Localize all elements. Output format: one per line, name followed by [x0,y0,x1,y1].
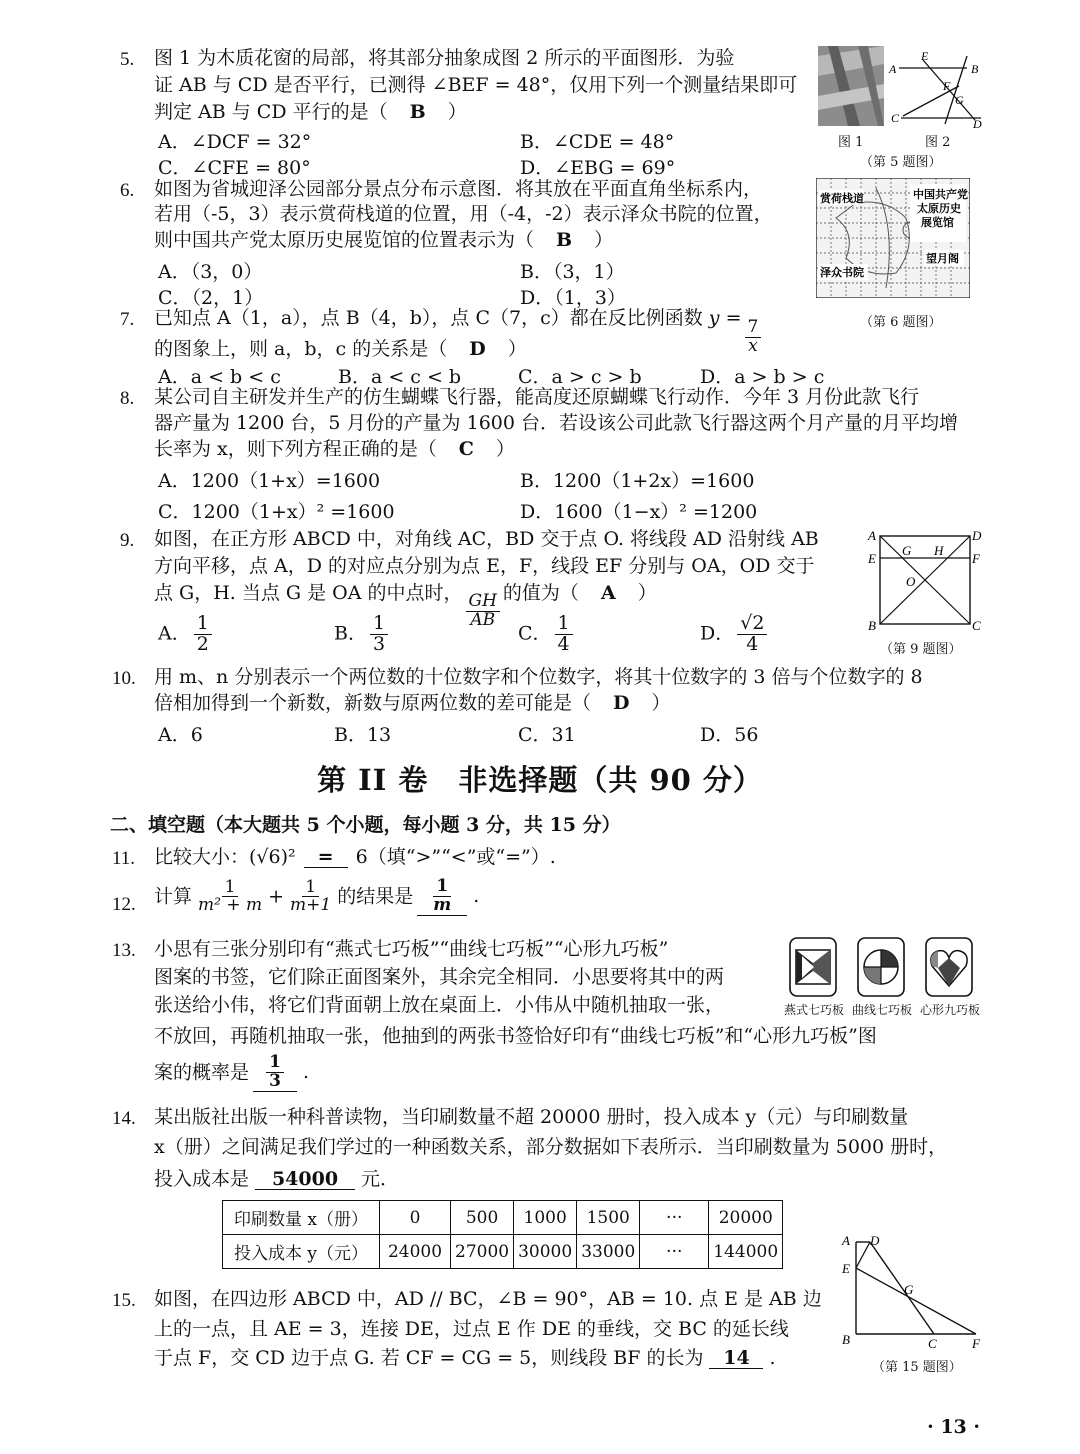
q15-point-b: B [842,1332,850,1347]
q11-answer: = [304,848,348,868]
q8-line3: 长率为 x，则下列方程正确的是（ C ） [154,438,515,460]
q7-option-d: D．a > b > c [700,366,825,388]
q6-label-taiyuan: 太原历史 [917,202,961,215]
q5-point-f: F [943,79,951,93]
q7-option-a: A．a < b < c [158,366,281,388]
q15-line2: 上的一点，且 AE = 3，连接 DE，过点 E 作 DE 的垂线，交 BC 的延长线 [154,1318,789,1340]
q15-point-f: F [972,1336,980,1350]
q6-label-zezhong: 泽众书院 [820,266,864,279]
q14-answer: 54000 [255,1170,355,1190]
q13-answer-den: 3 [269,1070,281,1091]
q7-line1: 已知点 A（1，a），点 B（4，b），点 C（7，c）都在反比例函数 y = $\frac{7}{x}$ [154,309,764,356]
q13-card-label-1: 燕式七巧板 [784,1003,845,1017]
q12-answer-num: 1 [433,878,451,897]
q9-line1: 如图，在正方形 ABCD 中，对角线 AC，BD 交于点 O. 将线段 AD 沿射线 AB [154,528,819,550]
q11-number: 11. [112,848,136,869]
q5-fig-label: （第 5 题图） [860,155,942,170]
q14-line3: 投入成本是 54000 元． [154,1168,400,1190]
q9-line2: 方向平移，点 A，D 的对应点分别为点 E，F，线段 EF 分别与 OA，OD 交于 [154,555,815,577]
table-cell: 24000 [380,1235,451,1269]
q9-line3: 点 G，H. 当点 G 是 OA 的中点时， $\frac{GH}{AB}$ 的值为（ A ） [154,582,657,630]
table-cell: 33000 [577,1235,640,1269]
q7-option-b: B．a < c < b [338,366,462,388]
q7-answer: D [469,338,486,360]
q9-answer: A [600,582,616,604]
q13-card-label-3: 心形九巧板 [920,1003,981,1017]
q9-square-figure [862,524,988,636]
q8-option-c: C．1200（1+x）² =1600 [158,501,395,523]
q12-number: 12. [112,894,136,915]
table-cell: 1000 [514,1201,577,1235]
q6-label-wangyue: 望月阁 [926,252,959,265]
q9-point-c: C [972,618,981,633]
table-cell: 投入成本 y（元） [223,1235,380,1269]
q6-line3: 则中国共产党太原历史展览馆的位置表示为（ B ） [154,229,614,251]
q6-label-zhanlan: 展览馆 [921,216,954,229]
q10-number: 10. [112,668,136,689]
table-row [223,1201,783,1235]
table-cell: 27000 [451,1235,514,1269]
q10-answer: D [613,692,630,714]
q5-option-a: A．∠DCF = 32° [158,131,312,153]
q5-line3: 判定 AB 与 CD 平行的是（ B ） [154,101,467,123]
q9-option-d: D． $\frac{√2}{4}$ [700,614,770,655]
q15-point-a: A [842,1233,850,1248]
q6-option-b: B．（3，1） [520,261,625,283]
q6-option-d: D．（1，3） [520,287,626,309]
q9-number: 9. [120,530,135,551]
q5-point-b: B [971,62,979,76]
q9-option-c: C． $\frac{1}{4}$ [518,614,576,655]
q14-number: 14. [112,1108,136,1129]
q8-answer: C [458,438,474,460]
q5-point-c: C [891,111,900,125]
q9-point-b: B [868,618,876,633]
q5-answer: B [409,101,426,123]
table-row [223,1235,783,1269]
q11-line: 比较大小：(√6)² = 6（填“>”“<”或“=”）. [154,846,556,868]
q8-line1: 某公司自主研发并生产的仿生蝴蝶飞行器，能高度还原蝴蝶飞行动作．今年 3 月份此款飞行 [154,386,920,408]
q6-option-a: A．（3，0） [158,261,263,283]
part2-heading: 二、填空题（本大题共 5 个小题，每小题 3 分，共 15 分） [110,814,621,836]
q9-point-e: E [868,551,876,566]
table-cell: 30000 [514,1235,577,1269]
q5-point-e: E [921,49,929,63]
section-title: 第 II 卷 非选择题（共 90 分） [317,763,763,797]
q15-point-g: G [904,1282,914,1297]
q13-card-curve [856,936,906,998]
table-cell: 500 [451,1201,514,1235]
q15-fig-label: （第 15 题图） [872,1360,962,1375]
q5-point-g: G [955,93,964,107]
q15-point-d: D [870,1233,880,1248]
q15-answer: 14 [709,1349,763,1369]
q10-option-b: B．13 [334,724,392,746]
q5-option-b: B．∠CDE = 48° [520,131,675,153]
q5-number: 5. [120,49,135,70]
q14-line2: x（册）之间满足我们学过的一种函数关系，部分数据如下表所示．当印刷数量为 5000 册时， [154,1136,948,1158]
q13-card-heart [924,936,974,998]
q9-point-a: A [868,528,876,543]
q5-geometry-figure [885,46,985,128]
q6-option-c: C．（2，1） [158,287,264,309]
q12-answer-den: m [433,894,452,915]
table-cell: ··· [640,1235,709,1269]
q14-line1: 某出版社出版一种科普读物，当印刷数量不超 20000 册时，投入成本 y（元）与印刷数量 [154,1106,909,1128]
q15-point-e: E [842,1261,850,1276]
q6-line1: 如图为省城迎泽公园部分景点分布示意图．将其放在平面直角坐标系内， [154,178,763,200]
q9-fig-label: （第 9 题图） [880,642,962,657]
q5-fig2-caption: 图 2 [925,135,951,150]
q5-point-a: A [889,62,897,76]
q8-option-d: D．1600（1−x）² =1200 [520,501,758,523]
q8-option-b: B．1200（1+2x）=1600 [520,470,755,492]
q13-card-swallow [788,936,838,998]
q7-option-c: C．a > c > b [518,366,642,388]
q10-line2: 倍相加得到一个新数，新数与原两位数的差可能是（ D ） [154,692,671,714]
q9-option-a: A． $\frac{1}{2}$ [158,614,215,655]
q10-line1: 用 m、n 分别表示一个两位数的十位数字和个位数字，将其十位数字的 3 倍与个位数字的 8 [154,666,923,688]
q9-option-b: B． $\frac{1}{3}$ [334,614,391,655]
q15-number: 15. [112,1290,136,1311]
q8-number: 8. [120,388,135,409]
q6-label-shanghe: 赏荷栈道 [820,192,864,205]
q5-option-c: C．∠CFE = 80° [158,157,311,179]
q7-number: 7. [120,309,135,330]
q6-fig-label: （第 6 题图） [860,315,942,330]
q5-point-d: D [973,117,982,128]
q5-photo-figure [818,46,884,126]
table-cell: ··· [640,1201,709,1235]
q13-line5: 案的概率是 $\frac{1}{3}$ . [154,1052,310,1091]
q13-line4: 不放回，再随机抽取一张，他抽到的两张书签恰好印有“曲线七巧板”和“心形九巧板”图 [154,1025,877,1047]
q14-data-table [222,1200,783,1269]
q8-option-a: A．1200（1+x）=1600 [158,470,381,492]
q9-point-h: H [934,543,944,558]
table-cell: 1500 [577,1201,640,1235]
q10-option-d: D．56 [700,724,759,746]
table-cell: 20000 [709,1201,783,1235]
q6-answer: B [556,229,573,251]
q15-point-c: C [928,1336,937,1350]
q15-line1: 如图，在四边形 ABCD 中，AD // BC，∠B = 90°，AB = 10. 点 E 是 AB 边 [154,1288,822,1310]
q6-label-zhongguo: 中国共产党 [913,188,968,201]
table-cell: 0 [380,1201,451,1235]
q13-line3: 张送给小伟，将它们背面朝上放在桌面上．小伟从中随机抽取一张， [154,994,725,1016]
q12-line: 计算 $\frac{1}{\text{m² + m}}$ + $\frac{1}{m+1}$ 的结果是 $\frac{1}{m}$ . [154,876,480,916]
q10-option-a: A．6 [158,724,203,746]
q5-option-d: D．∠EBG = 69° [520,157,676,179]
q15-line3: 于点 F，交 CD 边于点 G. 若 CF = CG = 5，则线段 BF 的长为 14 . [154,1347,776,1369]
q9-point-d: D [972,528,982,543]
q13-answer-num: 1 [266,1054,284,1073]
q13-line2: 图案的书签，它们除正面图案外，其余完全相同．小思要将其中的两 [154,966,725,988]
q13-number: 13. [112,940,136,961]
q6-line2: 若用（-5，3）表示赏荷栈道的位置，用（-4，-2）表示泽众书院的位置， [154,203,773,225]
q9-point-f: F [972,551,980,566]
table-cell: 印刷数量 x（册） [223,1201,380,1235]
q13-line1: 小思有三张分别印有“燕式七巧板”“曲线七巧板”“心形九巧板” [154,938,669,960]
q9-point-o: O [906,574,916,589]
q10-option-c: C．31 [518,724,576,746]
q5-line2: 证 AB 与 CD 是否平行，已测得 ∠BEF = 48°，仅用下列一个测量结果即可 [154,74,798,96]
q13-card-label-2: 曲线七巧板 [852,1003,913,1017]
q7-line2: 的图象上，则 a，b，c 的关系是（ D ） [154,338,527,360]
q5-line1: 图 1 为木质花窗的局部，将其部分抽象成图 2 所示的平面图形．为验 [154,47,735,69]
q5-fig1-caption: 图 1 [838,135,864,150]
page-number: · 13 · [927,1416,980,1438]
q6-number: 6. [120,180,135,201]
q9-point-g: G [902,543,912,558]
q8-line2: 器产量为 1200 台，5 月份的产量为 1600 台．若设该公司此款飞行器这两个月产量的月平均增 [154,412,958,434]
q6-map-figure [816,178,970,298]
table-cell: 144000 [709,1235,783,1269]
q15-quadrilateral-figure [836,1230,986,1350]
